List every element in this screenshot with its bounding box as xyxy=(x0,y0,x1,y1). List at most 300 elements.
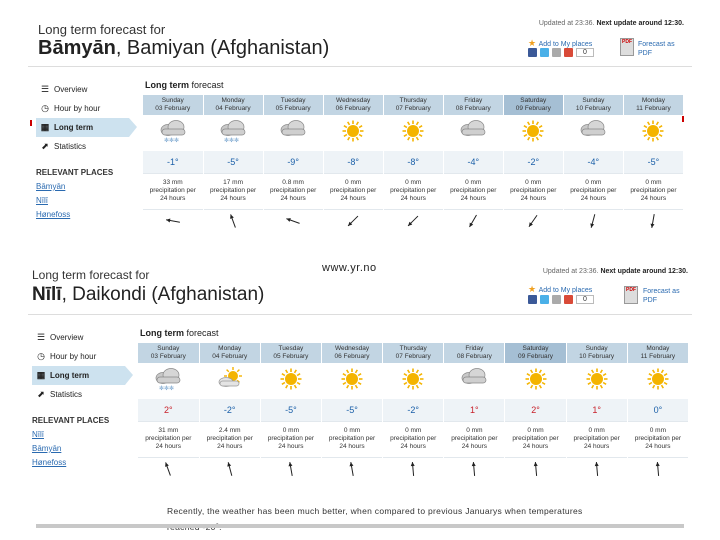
temperature-value: -5° xyxy=(203,151,263,173)
sidebar-nav xyxy=(32,328,127,472)
day-date: 07 February xyxy=(395,353,431,360)
precipitation-cell xyxy=(563,173,623,209)
precipitation-period: 24 hours xyxy=(155,443,181,450)
precipitation-amount: 0 mm xyxy=(345,179,362,186)
day-header xyxy=(321,343,382,363)
list-icon: ☰ xyxy=(40,84,50,94)
precipitation-cell xyxy=(443,173,503,209)
day-date: 06 February xyxy=(334,353,370,360)
sun-icon xyxy=(324,120,383,147)
day-header xyxy=(627,343,688,363)
precipitation-unit: precipitation per xyxy=(267,435,315,442)
email-icon[interactable] xyxy=(552,295,561,304)
day-name: Sunday xyxy=(157,345,180,352)
sun-icon xyxy=(567,368,627,395)
wind-cell xyxy=(199,457,260,485)
sidebar-nav xyxy=(36,80,131,224)
pdf-icon[interactable]: PDF xyxy=(624,286,638,304)
place-name: Bāmyān xyxy=(38,37,116,59)
updated-time: Updated at 23:36. xyxy=(538,20,595,27)
star-icon: ★ xyxy=(528,284,539,294)
forecast-title-bold: Long term xyxy=(145,80,189,90)
nav-label: Statistics xyxy=(50,390,83,399)
precipitation-cell xyxy=(627,421,688,457)
svg-text:✻✻✻: ✻✻✻ xyxy=(163,136,179,144)
precipitation-cell xyxy=(203,173,263,209)
precipitation-amount: 0.8 mm xyxy=(282,179,304,186)
place-title xyxy=(32,284,264,306)
precipitation-period: 24 hours xyxy=(220,195,246,202)
star-icon: ★ xyxy=(528,38,539,48)
temperature-value: 2° xyxy=(138,399,199,421)
temperature-value: -2° xyxy=(383,399,444,421)
precipitation-unit: precipitation per xyxy=(149,187,196,194)
precipitation-cell xyxy=(323,173,383,209)
weather-cell xyxy=(321,363,382,399)
precipitation-period: 24 hours xyxy=(520,195,546,202)
temperature-value: -4° xyxy=(563,151,623,173)
forecast-table xyxy=(138,343,689,485)
precipitation-period: 24 hours xyxy=(340,195,366,202)
nav-label: Hour by hour xyxy=(54,104,101,113)
wind-cell xyxy=(444,457,505,485)
list-icon: ☰ xyxy=(36,332,46,342)
sun-icon xyxy=(383,368,443,395)
update-info xyxy=(543,268,688,275)
wind-arrow-icon xyxy=(444,459,504,484)
day-name: Friday xyxy=(464,97,483,104)
day-header xyxy=(143,95,203,115)
web-address: www.yr.no xyxy=(322,262,377,274)
sun-icon xyxy=(384,120,443,147)
share-count: 0 xyxy=(576,48,594,57)
forecast-title-prefix: Long term forecast for xyxy=(32,268,150,282)
relevant-place-link[interactable]: Nīlī xyxy=(36,196,48,205)
temperature-value: -4° xyxy=(443,151,503,173)
temperature-value: -5° xyxy=(623,151,683,173)
add-to-my-places-label: Add to My places xyxy=(538,287,593,294)
red-marker xyxy=(30,120,32,126)
weather-icon-row xyxy=(138,363,689,399)
updated-time: Updated at 23:36. xyxy=(542,268,599,275)
day-header xyxy=(563,95,623,115)
day-header xyxy=(203,95,263,115)
add-to-my-places-link[interactable] xyxy=(528,284,592,295)
precipitation-amount: 0 mm xyxy=(649,427,666,434)
precipitation-amount: 0 mm xyxy=(465,179,482,186)
day-date: 11 February xyxy=(636,105,671,112)
day-header xyxy=(623,95,683,115)
header-divider xyxy=(28,314,692,315)
day-date: 08 February xyxy=(455,105,491,112)
wind-arrow-icon xyxy=(564,211,623,236)
day-name: Thursday xyxy=(399,345,427,352)
precipitation-row xyxy=(143,173,684,209)
partly-cloudy-icon xyxy=(200,367,260,396)
place-region: , Daikondi (Afghanistan) xyxy=(61,284,265,305)
precipitation-unit: precipitation per xyxy=(328,435,376,442)
temperature-value: -8° xyxy=(383,151,443,173)
temperature-value: -8° xyxy=(323,151,383,173)
weather-cell xyxy=(503,115,563,151)
wind-arrow-icon xyxy=(504,211,563,236)
precipitation-amount: 17 mm xyxy=(223,179,243,186)
day-header xyxy=(260,343,321,363)
day-header xyxy=(138,343,199,363)
caption-text: Recently, the weather has been much better, when compared to previous Januarys when temperatures xyxy=(167,503,587,535)
wind-arrow-icon xyxy=(505,459,565,484)
forecast-panel-nili xyxy=(28,262,692,498)
precipitation-cell xyxy=(143,173,203,209)
share-row xyxy=(528,48,594,57)
nav-label: Overview xyxy=(54,85,88,94)
day-header-row xyxy=(143,95,684,115)
precipitation-row xyxy=(138,421,689,457)
day-date: 04 February xyxy=(215,105,251,112)
cloud-icon xyxy=(564,118,623,149)
weather-cell xyxy=(383,115,443,151)
nav-hour-by-hour[interactable] xyxy=(32,347,127,366)
precipitation-amount: 0 mm xyxy=(405,427,422,434)
weather-cell xyxy=(444,363,505,399)
forecast-area xyxy=(138,328,689,485)
nav-statistics[interactable] xyxy=(36,137,131,156)
precipitation-unit: precipitation per xyxy=(390,435,437,442)
wind-arrow-icon xyxy=(264,211,323,236)
relevant-place-link[interactable]: Nīlī xyxy=(32,430,44,439)
relevant-places-title: RELEVANT PLACES xyxy=(36,168,114,177)
precipitation-amount: 0 mm xyxy=(585,179,602,186)
facebook-icon[interactable] xyxy=(528,295,537,304)
precipitation-cell xyxy=(383,173,443,209)
snow-cloud-icon xyxy=(204,118,263,149)
weather-cell xyxy=(623,115,683,151)
day-date: 10 February xyxy=(579,353,615,360)
temperature-value: 2° xyxy=(505,399,566,421)
precipitation-amount: 0 mm xyxy=(645,179,662,186)
wind-arrow-icon xyxy=(200,459,260,484)
precipitation-amount: 0 mm xyxy=(282,427,300,434)
precipitation-amount: 33 mm xyxy=(162,179,183,186)
day-date: 06 February xyxy=(335,105,371,112)
day-header xyxy=(383,343,444,363)
day-name: Thursday xyxy=(399,97,427,104)
precipitation-period: 24 hours xyxy=(217,443,243,450)
wind-arrow-icon xyxy=(624,211,683,236)
day-date: 05 February xyxy=(273,353,309,360)
day-name: Monday xyxy=(221,97,245,104)
day-header xyxy=(199,343,260,363)
relevant-places-title: RELEVANT PLACES xyxy=(32,416,110,425)
clock-icon: ◷ xyxy=(37,351,45,361)
precipitation-amount: 31 mm xyxy=(158,427,179,434)
forecast-section-title xyxy=(138,328,689,338)
day-name: Sunday xyxy=(582,97,605,104)
sun-icon xyxy=(504,120,563,147)
day-header xyxy=(505,343,566,363)
chart-icon: ⬈ xyxy=(41,141,49,151)
precipitation-period: 24 hours xyxy=(339,443,365,450)
wind-cell xyxy=(566,457,627,485)
precipitation-period: 24 hours xyxy=(461,443,487,450)
nav-overview[interactable] xyxy=(36,80,131,99)
precipitation-amount: 0 mm xyxy=(588,427,605,434)
precipitation-cell xyxy=(138,421,199,457)
day-name: Wednesday xyxy=(336,97,371,104)
precipitation-cell xyxy=(566,421,627,457)
day-name: Sunday xyxy=(161,97,184,104)
precipitation-amount: 0 mm xyxy=(525,179,542,186)
relevant-place-link[interactable]: Hønefoss xyxy=(36,210,71,219)
forecast-area xyxy=(143,80,684,237)
calendar-icon: ▦ xyxy=(36,370,46,380)
day-date: 08 February xyxy=(456,353,492,360)
wind-cell xyxy=(443,209,503,237)
wind-arrow-icon xyxy=(324,211,383,236)
nav-long-term[interactable] xyxy=(36,118,129,137)
precipitation-unit: precipitation per xyxy=(209,187,257,194)
wind-cell xyxy=(203,209,263,237)
wind-arrow-icon xyxy=(567,459,627,484)
sun-icon xyxy=(322,368,382,395)
sun-icon xyxy=(261,368,321,395)
pdf-icon[interactable]: PDF xyxy=(620,38,634,56)
precipitation-cell xyxy=(260,421,321,457)
precipitation-cell xyxy=(444,421,505,457)
wind-arrow-icon xyxy=(444,211,503,236)
forecast-as-pdf-link[interactable]: Forecast as PDF xyxy=(643,288,680,304)
google-plus-icon[interactable] xyxy=(564,295,573,304)
precipitation-cell xyxy=(505,421,566,457)
bottom-divider xyxy=(36,524,684,528)
precipitation-unit: precipitation per xyxy=(510,187,557,194)
precipitation-cell xyxy=(199,421,260,457)
wind-cell xyxy=(627,457,688,485)
day-header xyxy=(443,95,503,115)
snow-cloud-icon xyxy=(138,366,199,397)
wind-cell xyxy=(383,457,444,485)
day-name: Tuesday xyxy=(280,97,306,104)
precipitation-period: 24 hours xyxy=(160,195,186,202)
precipitation-unit: precipitation per xyxy=(145,435,192,442)
precipitation-unit: precipitation per xyxy=(451,435,498,442)
temperature-value: 0° xyxy=(627,399,688,421)
wind-cell xyxy=(563,209,623,237)
temperature-value: 1° xyxy=(566,399,627,421)
precipitation-period: 24 hours xyxy=(584,443,610,450)
day-name: Saturday xyxy=(522,345,549,352)
wind-arrow-icon xyxy=(383,459,443,484)
temperature-value: -5° xyxy=(260,399,321,421)
nav-statistics[interactable] xyxy=(32,385,127,404)
precipitation-amount: 2.4 mm xyxy=(218,427,241,434)
precipitation-period: 24 hours xyxy=(278,443,304,450)
precipitation-cell xyxy=(503,173,563,209)
day-date: 10 February xyxy=(575,105,611,112)
chart-icon: ⬈ xyxy=(37,389,45,399)
weather-cell xyxy=(143,115,203,151)
wind-cell xyxy=(263,209,323,237)
wind-arrow-icon xyxy=(384,211,443,236)
wind-arrow-icon xyxy=(204,211,263,236)
wind-cell xyxy=(260,457,321,485)
nav-hour-by-hour[interactable] xyxy=(36,99,131,118)
wind-cell xyxy=(138,457,199,485)
day-name: Monday xyxy=(641,97,665,104)
nav-long-term[interactable] xyxy=(32,366,125,385)
relevant-place-link[interactable]: Hønefoss xyxy=(32,458,67,467)
wind-arrow-icon xyxy=(628,459,688,484)
precipitation-unit: precipitation per xyxy=(573,435,620,442)
red-marker xyxy=(682,116,684,122)
weather-cell xyxy=(443,115,503,151)
weather-cell xyxy=(566,363,627,399)
wind-cell xyxy=(323,209,383,237)
precipitation-cell xyxy=(623,173,683,209)
wind-arrow-icon xyxy=(261,459,321,484)
weather-cell xyxy=(138,363,199,399)
svg-text:✻✻✻: ✻✻✻ xyxy=(224,136,240,144)
wind-arrow-icon xyxy=(143,211,203,236)
precipitation-amount: 0 mm xyxy=(466,427,483,434)
forecast-section-title xyxy=(143,80,684,90)
temperature-value: -9° xyxy=(263,151,323,173)
temperature-value: -2° xyxy=(199,399,260,421)
nav-label: Overview xyxy=(50,333,84,342)
day-header-row xyxy=(138,343,689,363)
day-date: 04 February xyxy=(212,353,248,360)
precipitation-unit: precipitation per xyxy=(512,435,559,442)
forecast-title-rest: forecast xyxy=(189,80,224,90)
wind-row xyxy=(138,457,689,485)
share-row xyxy=(528,295,594,304)
precipitation-period: 24 hours xyxy=(645,443,671,450)
email-icon[interactable] xyxy=(552,48,561,57)
day-header xyxy=(263,95,323,115)
cloud-icon xyxy=(444,366,504,397)
weather-cell xyxy=(627,363,688,399)
precipitation-amount: 0 mm xyxy=(343,427,361,434)
share-count: 0 xyxy=(576,295,594,304)
place-title xyxy=(38,37,329,60)
weather-cell xyxy=(323,115,383,151)
svg-text:✻✻✻: ✻✻✻ xyxy=(159,384,175,392)
precipitation-amount: 0 mm xyxy=(405,179,422,186)
day-name: Saturday xyxy=(520,97,547,104)
weather-cell xyxy=(203,115,263,151)
next-update: Next update around 12:30. xyxy=(596,20,684,27)
header-divider xyxy=(28,66,692,67)
weather-cell xyxy=(383,363,444,399)
weather-cell xyxy=(199,363,260,399)
precipitation-period: 24 hours xyxy=(400,443,426,450)
place-region: , Bamiyan (Afghanistan) xyxy=(115,37,330,59)
precipitation-period: 24 hours xyxy=(580,195,606,202)
precipitation-cell xyxy=(321,421,382,457)
sun-icon xyxy=(505,368,565,395)
temperature-value: 1° xyxy=(444,399,505,421)
wind-cell xyxy=(321,457,382,485)
clock-icon: ◷ xyxy=(41,103,49,113)
day-date: 11 February xyxy=(640,353,676,360)
day-name: Wednesday xyxy=(334,345,370,352)
relevant-place-link[interactable]: Bāmyān xyxy=(36,182,66,191)
wind-row xyxy=(143,209,684,237)
temperature-value: -5° xyxy=(321,399,382,421)
nav-overview[interactable] xyxy=(32,328,127,347)
forecast-panel-bamyan xyxy=(28,10,692,246)
day-date: 05 February xyxy=(275,105,311,112)
twitter-icon[interactable] xyxy=(540,48,549,57)
day-date: 09 February xyxy=(515,105,551,112)
precipitation-period: 24 hours xyxy=(280,195,306,202)
wind-cell xyxy=(383,209,443,237)
day-header xyxy=(383,95,443,115)
update-info xyxy=(539,20,684,27)
weather-cell xyxy=(263,115,323,151)
day-name: Tuesday xyxy=(278,345,304,352)
precipitation-period: 24 hours xyxy=(400,195,426,202)
forecast-title-rest: forecast xyxy=(184,328,219,338)
wind-arrow-icon xyxy=(322,459,382,484)
snow-cloud-icon xyxy=(143,118,203,149)
forecast-title-prefix: Long term forecast for xyxy=(38,22,166,37)
precipitation-amount: 0 mm xyxy=(527,427,544,434)
temperature-value: -1° xyxy=(143,151,203,173)
day-date: 09 February xyxy=(517,353,554,360)
nav-label: Long term xyxy=(50,371,90,380)
weather-cell xyxy=(505,363,566,399)
wind-arrow-icon xyxy=(138,459,199,484)
facebook-icon[interactable] xyxy=(528,48,537,57)
day-date: 03 February xyxy=(150,353,186,360)
precipitation-unit: precipitation per xyxy=(390,187,437,194)
google-plus-icon[interactable] xyxy=(564,48,573,57)
precipitation-unit: precipitation per xyxy=(630,187,677,194)
cloud-icon xyxy=(264,118,323,149)
day-header xyxy=(566,343,627,363)
temperature-value: -2° xyxy=(503,151,563,173)
forecast-as-pdf-link[interactable]: Forecast as PDF xyxy=(638,41,675,57)
precipitation-unit: precipitation per xyxy=(269,187,317,194)
place-name: Nīlī xyxy=(32,284,62,305)
temperature-row xyxy=(138,399,689,421)
precipitation-unit: precipitation per xyxy=(450,187,497,194)
precipitation-period: 24 hours xyxy=(460,195,486,202)
temperature-row xyxy=(143,151,684,173)
forecast-title-bold: Long term xyxy=(140,328,184,338)
precipitation-unit: precipitation per xyxy=(570,187,617,194)
weather-cell xyxy=(563,115,623,151)
nav-label: Long term xyxy=(54,123,94,132)
twitter-icon[interactable] xyxy=(540,295,549,304)
day-header xyxy=(323,95,383,115)
precipitation-cell xyxy=(383,421,444,457)
precipitation-unit: precipitation per xyxy=(330,187,377,194)
cloud-icon xyxy=(444,118,503,149)
relevant-place-link[interactable]: Bāmyān xyxy=(32,444,62,453)
next-update: Next update around 12:30. xyxy=(600,268,688,275)
wind-cell xyxy=(503,209,563,237)
day-name: Friday xyxy=(465,345,484,352)
precipitation-period: 24 hours xyxy=(522,443,549,450)
weather-cell xyxy=(260,363,321,399)
nav-label: Hour by hour xyxy=(50,352,97,361)
precipitation-unit: precipitation per xyxy=(206,435,253,442)
day-header xyxy=(503,95,563,115)
precipitation-unit: precipitation per xyxy=(634,435,681,442)
add-to-my-places-label: Add to My places xyxy=(538,41,593,48)
